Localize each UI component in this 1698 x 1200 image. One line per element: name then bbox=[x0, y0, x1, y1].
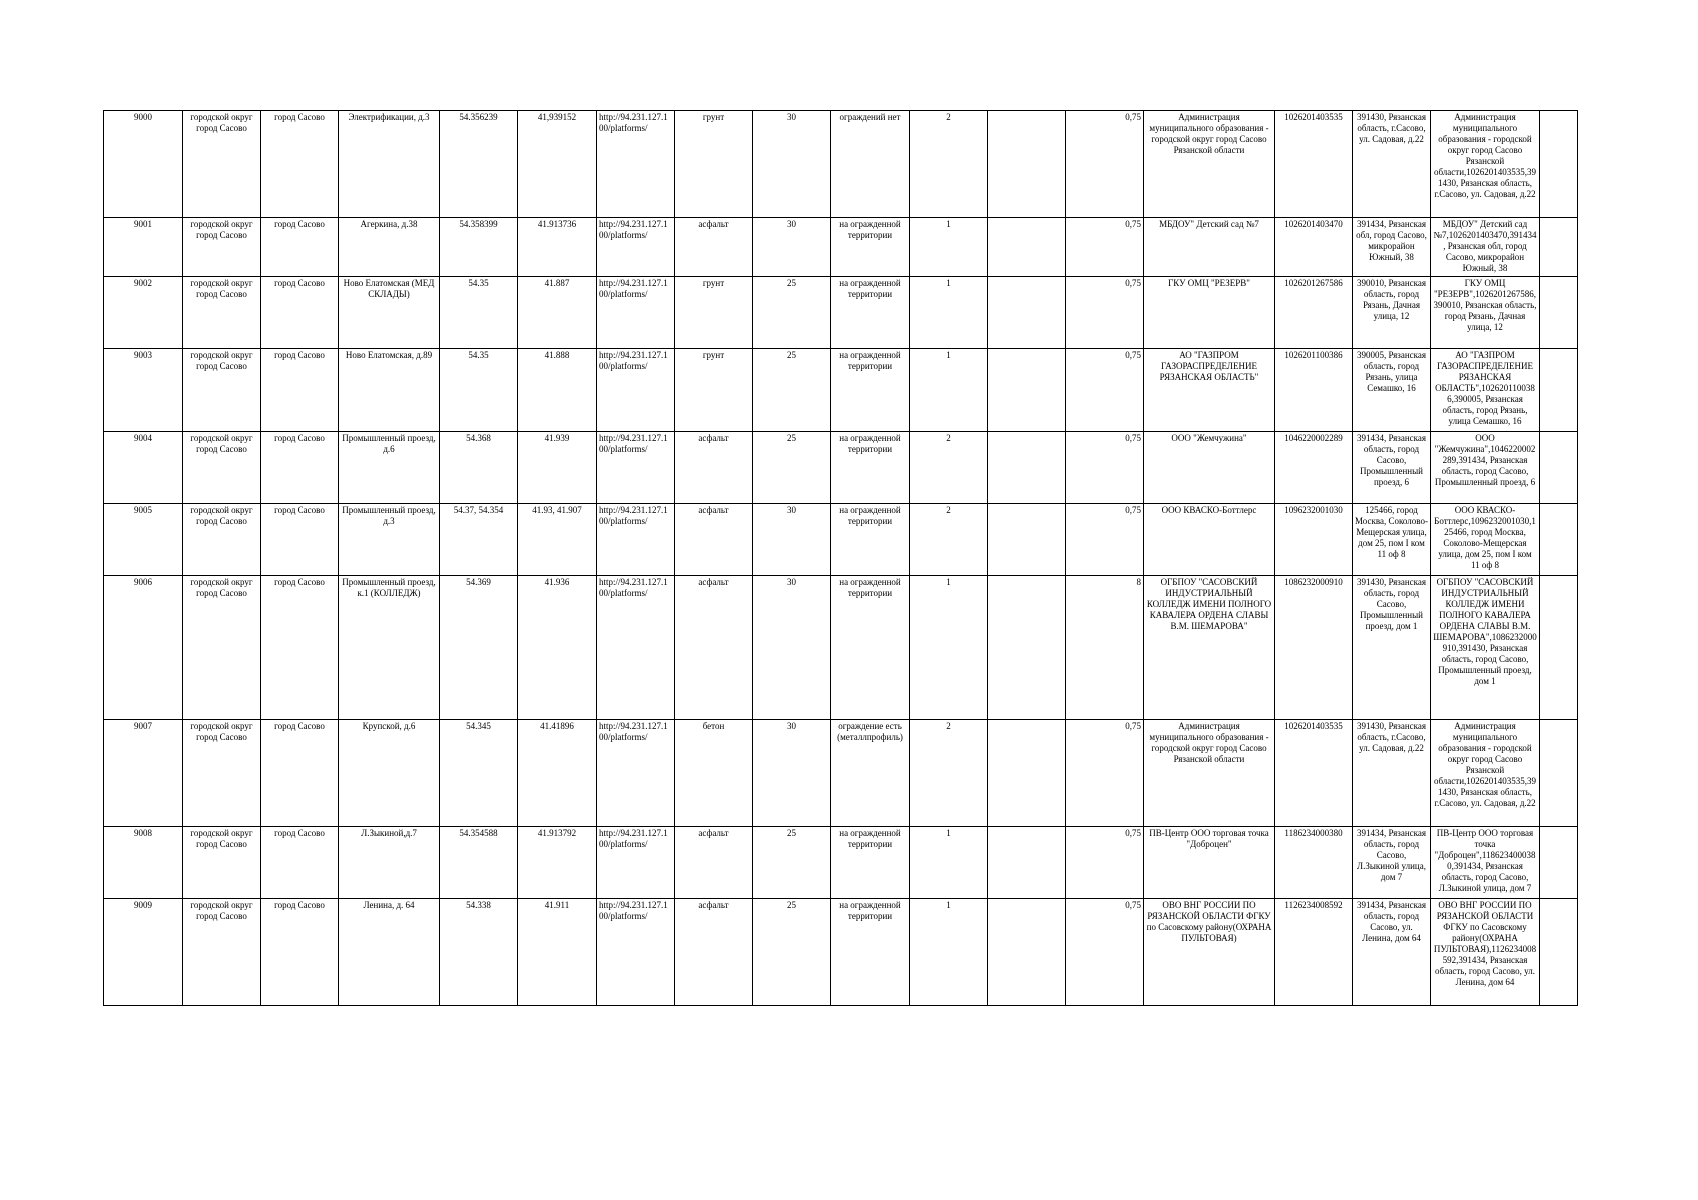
cell-surface: грунт bbox=[675, 349, 753, 432]
cell-area: 25 bbox=[753, 277, 831, 349]
cell-url: http://94.231.127.100/platforms/ bbox=[597, 111, 675, 218]
cell-settlement: город Сасово bbox=[261, 432, 339, 504]
cell-row-number: 9003 bbox=[104, 349, 183, 432]
cell-volume: 0,75 bbox=[1066, 218, 1144, 277]
cell-latitude: 54.354588 bbox=[440, 827, 518, 899]
cell-surface: асфальт bbox=[675, 827, 753, 899]
cell-latitude: 54.345 bbox=[440, 720, 518, 827]
cell-owner-address: 390010, Рязанская область, город Рязань, Дачная улица, 12 bbox=[1353, 277, 1431, 349]
cell-address: Л.Зыкиной,д.7 bbox=[339, 827, 440, 899]
cell-source: Администрация муниципального образования - городской округ город Сасово Рязанской области,1026201403535,391430, Рязанская область, г.Сасово, ул. Садовая, д.22 bbox=[1431, 111, 1540, 218]
cell-ogrn: 1026201100386 bbox=[1275, 349, 1353, 432]
cell-url: http://94.231.127.100/platforms/ bbox=[597, 827, 675, 899]
cell-ogrn: 1026201403535 bbox=[1275, 111, 1353, 218]
cell-source: ОГБПОУ "САСОВСКИЙ ИНДУСТРИАЛЬНЫЙ КОЛЛЕДЖ ИМЕНИ ПОЛНОГО КАВАЛЕРА ОРДЕНА СЛАВЫ В.М. ШЕМАРОВА",1086232000910,391430, Рязанская область, город Сасово, Промышленный проезд, дом 1 bbox=[1431, 576, 1540, 720]
table-row bbox=[104, 504, 1578, 576]
cell-containers: 1 bbox=[910, 218, 988, 277]
cell-address: Промышленный проезд, д.3 bbox=[339, 504, 440, 576]
cell-volume: 0,75 bbox=[1066, 720, 1144, 827]
cell-owner-address: 125466, город Москва, Соколово-Мещерская улица, дом 25, пом I ком 11 оф 8 bbox=[1353, 504, 1431, 576]
cell-row-number: 9000 bbox=[104, 111, 183, 218]
cell-owner-address: 391430, Рязанская область, г.Сасово, ул. Садовая, д.22 bbox=[1353, 111, 1431, 218]
cell-planned bbox=[988, 504, 1066, 576]
cell-area: 30 bbox=[753, 111, 831, 218]
cell-extra bbox=[1540, 218, 1578, 277]
cell-url: http://94.231.127.100/platforms/ bbox=[597, 218, 675, 277]
cell-longitude: 41.888 bbox=[518, 349, 597, 432]
cell-url: http://94.231.127.100/platforms/ bbox=[597, 349, 675, 432]
cell-settlement: город Сасово bbox=[261, 827, 339, 899]
cell-planned bbox=[988, 827, 1066, 899]
cell-owner-address: 390005, Рязанская область, город Рязань, улица Семашко, 16 bbox=[1353, 349, 1431, 432]
cell-ogrn: 1046220002289 bbox=[1275, 432, 1353, 504]
cell-owner: ООО "Жемчужина" bbox=[1144, 432, 1275, 504]
cell-row-number: 9001 bbox=[104, 218, 183, 277]
cell-extra bbox=[1540, 827, 1578, 899]
cell-longitude: 41.93, 41.907 bbox=[518, 504, 597, 576]
cell-address: Электрификации, д.3 bbox=[339, 111, 440, 218]
cell-extra bbox=[1540, 432, 1578, 504]
table-row bbox=[104, 576, 1578, 720]
cell-ogrn: 1186234000380 bbox=[1275, 827, 1353, 899]
cell-planned bbox=[988, 218, 1066, 277]
cell-planned bbox=[988, 720, 1066, 827]
table-row bbox=[104, 827, 1578, 899]
cell-owner: ОГБПОУ "САСОВСКИЙ ИНДУСТРИАЛЬНЫЙ КОЛЛЕДЖ ИМЕНИ ПОЛНОГО КАВАЛЕРА ОРДЕНА СЛАВЫ В.М. ШЕМАРОВА" bbox=[1144, 576, 1275, 720]
cell-source: ГКУ ОМЦ "РЕЗЕРВ",1026201267586,390010, Рязанская область, город Рязань, Дачная улица, 12 bbox=[1431, 277, 1540, 349]
cell-longitude: 41.913792 bbox=[518, 827, 597, 899]
cell-volume: 0,75 bbox=[1066, 432, 1144, 504]
cell-containers: 1 bbox=[910, 349, 988, 432]
cell-longitude: 41.41896 bbox=[518, 720, 597, 827]
cell-settlement: город Сасово bbox=[261, 277, 339, 349]
cell-owner: Администрация муниципального образования - городской округ город Сасово Рязанской области bbox=[1144, 111, 1275, 218]
table-row bbox=[104, 111, 1578, 218]
cell-source: ООО "Жемчужина",1046220002289,391434, Рязанская область, город Сасово, Промышленный проезд, 6 bbox=[1431, 432, 1540, 504]
cell-longitude: 41.913736 bbox=[518, 218, 597, 277]
cell-longitude: 41.936 bbox=[518, 576, 597, 720]
cell-district: городской округ город Сасово bbox=[183, 504, 261, 576]
cell-latitude: 54.35 bbox=[440, 349, 518, 432]
cell-fencing: на огражденной территории bbox=[831, 277, 910, 349]
cell-planned bbox=[988, 111, 1066, 218]
table-row bbox=[104, 277, 1578, 349]
cell-containers: 1 bbox=[910, 576, 988, 720]
cell-planned bbox=[988, 899, 1066, 1006]
cell-row-number: 9007 bbox=[104, 720, 183, 827]
cell-area: 25 bbox=[753, 827, 831, 899]
cell-address: Промышленный проезд, д.6 bbox=[339, 432, 440, 504]
cell-owner: МБДОУ" Детский сад №7 bbox=[1144, 218, 1275, 277]
cell-ogrn: 1026201403535 bbox=[1275, 720, 1353, 827]
cell-area: 25 bbox=[753, 349, 831, 432]
cell-district: городской округ город Сасово bbox=[183, 576, 261, 720]
cell-settlement: город Сасово bbox=[261, 504, 339, 576]
cell-fencing: на огражденной территории bbox=[831, 349, 910, 432]
cell-containers: 1 bbox=[910, 277, 988, 349]
cell-fencing: на огражденной территории bbox=[831, 504, 910, 576]
cell-owner: АО "ГАЗПРОМ ГАЗОРАСПРЕДЕЛЕНИЕ РЯЗАНСКАЯ ОБЛАСТЬ" bbox=[1144, 349, 1275, 432]
cell-volume: 0,75 bbox=[1066, 349, 1144, 432]
cell-containers: 2 bbox=[910, 111, 988, 218]
cell-ogrn: 1126234008592 bbox=[1275, 899, 1353, 1006]
cell-address: Промышленный проезд, к.1 (КОЛЛЕДЖ) bbox=[339, 576, 440, 720]
cell-url: http://94.231.127.100/platforms/ bbox=[597, 899, 675, 1006]
cell-district: городской округ город Сасово bbox=[183, 432, 261, 504]
cell-settlement: город Сасово bbox=[261, 720, 339, 827]
cell-url: http://94.231.127.100/platforms/ bbox=[597, 720, 675, 827]
cell-ogrn: 1096232001030 bbox=[1275, 504, 1353, 576]
cell-district: городской округ город Сасово bbox=[183, 277, 261, 349]
registry-table bbox=[103, 110, 1578, 1006]
cell-volume: 8 bbox=[1066, 576, 1144, 720]
cell-owner-address: 391434, Рязанская область, город Сасово, Промышленный проезд, 6 bbox=[1353, 432, 1431, 504]
cell-owner-address: 391430, Рязанская область, г.Сасово, ул. Садовая, д.22 bbox=[1353, 720, 1431, 827]
cell-volume: 0,75 bbox=[1066, 277, 1144, 349]
cell-fencing: ограждений нет bbox=[831, 111, 910, 218]
cell-surface: асфальт bbox=[675, 432, 753, 504]
cell-owner-address: 391434, Рязанская область, город Сасово, ул. Ленина, дом 64 bbox=[1353, 899, 1431, 1006]
cell-extra bbox=[1540, 349, 1578, 432]
cell-latitude: 54.368 bbox=[440, 432, 518, 504]
cell-planned bbox=[988, 349, 1066, 432]
cell-planned bbox=[988, 432, 1066, 504]
cell-district: городской округ город Сасово bbox=[183, 827, 261, 899]
cell-row-number: 9009 bbox=[104, 899, 183, 1006]
cell-area: 30 bbox=[753, 720, 831, 827]
cell-settlement: город Сасово bbox=[261, 349, 339, 432]
cell-latitude: 54.338 bbox=[440, 899, 518, 1006]
cell-latitude: 54.358399 bbox=[440, 218, 518, 277]
cell-row-number: 9008 bbox=[104, 827, 183, 899]
cell-url: http://94.231.127.100/platforms/ bbox=[597, 576, 675, 720]
cell-surface: бетон bbox=[675, 720, 753, 827]
cell-ogrn: 1026201267586 bbox=[1275, 277, 1353, 349]
cell-source: АО "ГАЗПРОМ ГАЗОРАСПРЕДЕЛЕНИЕ РЯЗАНСКАЯ ОБЛАСТЬ",1026201100386,390005, Рязанская область, город Рязань, улица Семашко, 16 bbox=[1431, 349, 1540, 432]
cell-longitude: 41.939 bbox=[518, 432, 597, 504]
cell-containers: 2 bbox=[910, 504, 988, 576]
cell-longitude: 41,939152 bbox=[518, 111, 597, 218]
cell-source: МБДОУ" Детский сад №7,1026201403470,391434, Рязанская обл, город Сасово, микрорайон Южный, 38 bbox=[1431, 218, 1540, 277]
cell-volume: 0,75 bbox=[1066, 827, 1144, 899]
cell-surface: асфальт bbox=[675, 576, 753, 720]
cell-latitude: 54.35 bbox=[440, 277, 518, 349]
cell-area: 25 bbox=[753, 432, 831, 504]
cell-fencing: на огражденной территории bbox=[831, 576, 910, 720]
table-row bbox=[104, 899, 1578, 1006]
cell-ogrn: 1026201403470 bbox=[1275, 218, 1353, 277]
table-row bbox=[104, 349, 1578, 432]
cell-area: 30 bbox=[753, 218, 831, 277]
cell-owner-address: 391434, Рязанская обл, город Сасово, микрорайон Южный, 38 bbox=[1353, 218, 1431, 277]
cell-containers: 2 bbox=[910, 720, 988, 827]
cell-district: городской округ город Сасово bbox=[183, 899, 261, 1006]
cell-volume: 0,75 bbox=[1066, 111, 1144, 218]
cell-address: Агеркина, д.38 bbox=[339, 218, 440, 277]
cell-owner-address: 391430, Рязанская область, город Сасово, Промышленный проезд, дом 1 bbox=[1353, 576, 1431, 720]
cell-fencing: на огражденной территории bbox=[831, 827, 910, 899]
cell-extra bbox=[1540, 576, 1578, 720]
cell-owner: ОВО ВНГ РОССИИ ПО РЯЗАНСКОЙ ОБЛАСТИ ФГКУ по Сасовскому району(ОХРАНА ПУЛЬТОВАЯ) bbox=[1144, 899, 1275, 1006]
cell-latitude: 54.356239 bbox=[440, 111, 518, 218]
cell-owner: ООО КВАСКО-Боттлерс bbox=[1144, 504, 1275, 576]
cell-owner: Администрация муниципального образования - городской округ город Сасово Рязанской области bbox=[1144, 720, 1275, 827]
cell-district: городской округ город Сасово bbox=[183, 218, 261, 277]
cell-address: Крупской, д.6 bbox=[339, 720, 440, 827]
cell-surface: асфальт bbox=[675, 218, 753, 277]
cell-extra bbox=[1540, 111, 1578, 218]
cell-row-number: 9005 bbox=[104, 504, 183, 576]
cell-owner-address: 391434, Рязанская область, город Сасово, Л.Зыкиной улица, дом 7 bbox=[1353, 827, 1431, 899]
cell-surface: асфальт bbox=[675, 899, 753, 1006]
cell-area: 30 bbox=[753, 576, 831, 720]
cell-settlement: город Сасово bbox=[261, 576, 339, 720]
cell-fencing: на огражденной территории bbox=[831, 432, 910, 504]
cell-address: Ново Елатомская, д.89 bbox=[339, 349, 440, 432]
cell-address: Ленина, д. 64 bbox=[339, 899, 440, 1006]
cell-area: 25 bbox=[753, 899, 831, 1006]
cell-source: Администрация муниципального образования - городской округ город Сасово Рязанской области,1026201403535,391430, Рязанская область, г.Сасово, ул. Садовая, д.22 bbox=[1431, 720, 1540, 827]
cell-settlement: город Сасово bbox=[261, 899, 339, 1006]
cell-latitude: 54.37, 54.354 bbox=[440, 504, 518, 576]
cell-containers: 1 bbox=[910, 899, 988, 1006]
cell-surface: грунт bbox=[675, 111, 753, 218]
cell-owner: ПВ-Центр ООО торговая точка "Доброцен" bbox=[1144, 827, 1275, 899]
cell-extra bbox=[1540, 277, 1578, 349]
cell-planned bbox=[988, 277, 1066, 349]
cell-settlement: город Сасово bbox=[261, 218, 339, 277]
table-row bbox=[104, 720, 1578, 827]
cell-source: ПВ-Центр ООО торговая точка "Доброцен",1186234000380,391434, Рязанская область, город Сасово, Л.Зыкиной улица, дом 7 bbox=[1431, 827, 1540, 899]
cell-fencing: ограждение есть (металлпрофиль) bbox=[831, 720, 910, 827]
cell-source: ООО КВАСКО-Боттлерс,1096232001030,125466, город Москва, Соколово-Мещерская улица, дом 25, пом I ком 11 оф 8 bbox=[1431, 504, 1540, 576]
cell-extra bbox=[1540, 504, 1578, 576]
cell-extra bbox=[1540, 899, 1578, 1006]
cell-area: 30 bbox=[753, 504, 831, 576]
cell-planned bbox=[988, 576, 1066, 720]
cell-ogrn: 1086232000910 bbox=[1275, 576, 1353, 720]
cell-owner: ГКУ ОМЦ "РЕЗЕРВ" bbox=[1144, 277, 1275, 349]
cell-settlement: город Сасово bbox=[261, 111, 339, 218]
cell-url: http://94.231.127.100/platforms/ bbox=[597, 504, 675, 576]
cell-district: городской округ город Сасово bbox=[183, 720, 261, 827]
cell-extra bbox=[1540, 720, 1578, 827]
cell-volume: 0,75 bbox=[1066, 504, 1144, 576]
cell-containers: 1 bbox=[910, 827, 988, 899]
table-row bbox=[104, 432, 1578, 504]
cell-longitude: 41.887 bbox=[518, 277, 597, 349]
cell-source: ОВО ВНГ РОССИИ ПО РЯЗАНСКОЙ ОБЛАСТИ ФГКУ по Сасовскому району(ОХРАНА ПУЛЬТОВАЯ),1126234008592,391434, Рязанская область, город Сасово, ул. Ленина, дом 64 bbox=[1431, 899, 1540, 1006]
cell-row-number: 9004 bbox=[104, 432, 183, 504]
cell-volume: 0,75 bbox=[1066, 899, 1144, 1006]
cell-row-number: 9006 bbox=[104, 576, 183, 720]
cell-address: Ново Елатомская (МЕД СКЛАДЫ) bbox=[339, 277, 440, 349]
cell-latitude: 54.369 bbox=[440, 576, 518, 720]
table-row bbox=[104, 218, 1578, 277]
cell-surface: асфальт bbox=[675, 504, 753, 576]
cell-surface: грунт bbox=[675, 277, 753, 349]
cell-row-number: 9002 bbox=[104, 277, 183, 349]
cell-url: http://94.231.127.100/platforms/ bbox=[597, 277, 675, 349]
cell-containers: 2 bbox=[910, 432, 988, 504]
cell-fencing: на огражденной территории bbox=[831, 899, 910, 1006]
cell-fencing: на огражденной территории bbox=[831, 218, 910, 277]
cell-url: http://94.231.127.100/platforms/ bbox=[597, 432, 675, 504]
cell-district: городской округ город Сасово bbox=[183, 349, 261, 432]
cell-longitude: 41.911 bbox=[518, 899, 597, 1006]
table-body bbox=[104, 111, 1578, 1006]
cell-district: городской округ город Сасово bbox=[183, 111, 261, 218]
